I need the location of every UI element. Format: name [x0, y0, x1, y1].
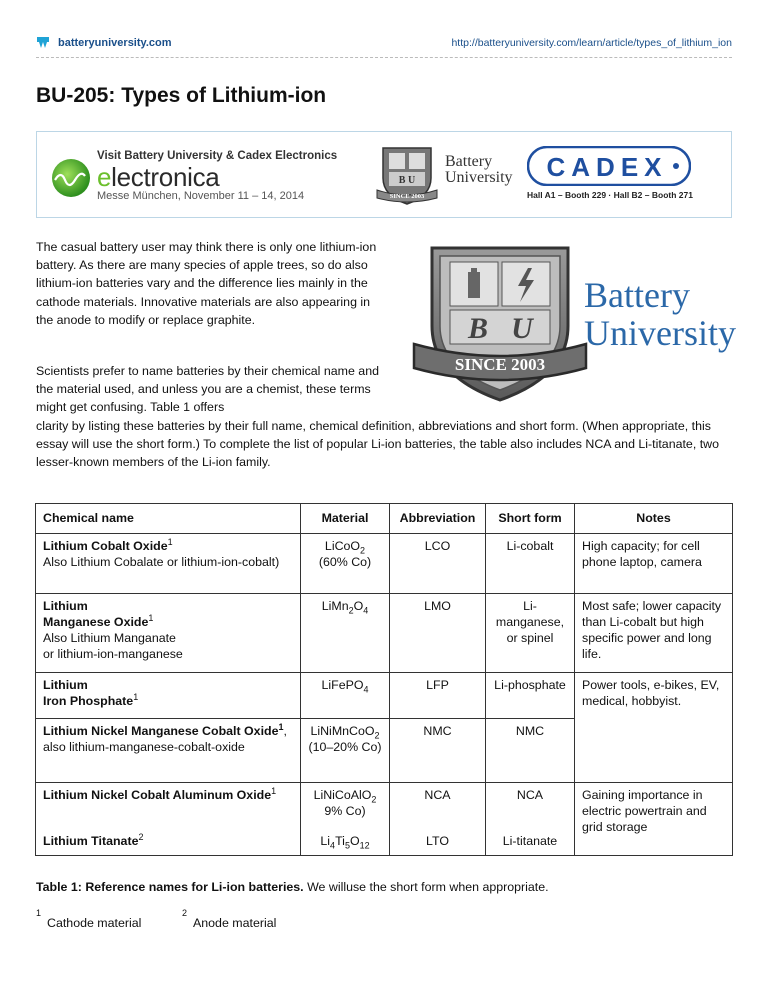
chemical-name-cell: Lithium Cobalt Oxide$^1$ Also Lithium Cobalate or lithium-ion-cobalt) — [36, 534, 301, 594]
electronica-globe-icon — [47, 154, 103, 210]
abbreviation-cell: LTO — [390, 829, 486, 856]
naming-paragraph-start: Scientists prefer to name batteries by their chemical name and the material used, and unless you are a chemist, these terms might get confusing. Table 1 offers — [36, 364, 379, 415]
table-row — [36, 594, 733, 673]
event-banner[interactable] — [36, 131, 732, 218]
slideshare-logo-icon — [36, 36, 50, 49]
chemical-name-cell: Lithium Manganese Oxide$^1$ Also Lithium Manganate or lithium-ion-manganese — [36, 594, 301, 673]
svg-text:CADEX: CADEX — [546, 152, 668, 182]
material-cell: LiCoO$_2$ (60% Co) — [301, 534, 390, 594]
abbreviation-cell: LFP — [390, 673, 486, 719]
battery-university-logo — [410, 240, 736, 408]
short-form-cell: NCA — [486, 783, 575, 829]
svg-text:B U: B U — [398, 175, 416, 186]
svg-text:SINCE 2003: SINCE 2003 — [389, 193, 425, 200]
article-url[interactable]: http://batteryuniversity.com/learn/article/types_of_lithium_ion — [451, 37, 732, 49]
svg-text:SINCE 2003: SINCE 2003 — [454, 355, 546, 374]
intro-paragraph: The casual battery user may think there is only one lithium-ion battery. As there are many species of apple trees, so do also lithium-ion batteries vary and the difference lies mainly in the cathode materials. Innovative materials are also appearing in the anode to modify or replace graphite. — [36, 240, 377, 327]
header-material: Material — [301, 504, 390, 534]
header-notes: Notes — [575, 504, 733, 534]
svg-text:B: B — [467, 312, 489, 345]
short-form-cell: Li-titanate — [486, 829, 575, 856]
notes-cell: High capacity; for cell phone laptop, camera — [575, 534, 733, 594]
banner-event-date: Messe München, November 11 – 14, 2014 — [97, 190, 305, 202]
chemical-name-cell: Lithium Nickel Manganese Cobalt Oxide$^1$, also lithium-manganese-cobalt-oxide — [36, 719, 301, 783]
material-cell: LiFePO$_4$ — [301, 673, 390, 719]
svg-text:U: U — [511, 312, 533, 345]
page-header — [36, 34, 732, 54]
site-link[interactable] — [36, 36, 172, 49]
header-divider — [36, 57, 732, 58]
li-ion-types-table — [35, 503, 733, 856]
short-form-cell: NMC — [486, 719, 575, 783]
notes-cell: Gaining importance in electric powertrain and grid storage — [575, 783, 733, 856]
footnote-2: $^2$Anode material — [182, 908, 277, 931]
banner-bu-wordmark: Battery University — [445, 153, 513, 186]
site-name[interactable]: batteryuniversity.com — [58, 36, 172, 49]
cadex-logo-icon — [527, 146, 691, 186]
header-abbreviation: Abbreviation — [390, 504, 486, 534]
chemical-name-cell: Lithium Titanate$^2$ — [36, 829, 301, 856]
header-chemical-name: Chemical name — [36, 504, 301, 534]
battery-university-crest-icon — [375, 144, 439, 208]
table-caption: Table 1: Reference names for Li-ion batteries. We willuse the short form when appropriate. — [36, 880, 549, 894]
table-row — [36, 673, 733, 719]
abbreviation-cell: LMO — [390, 594, 486, 673]
table-header-row — [36, 504, 733, 534]
naming-paragraph-continued: clarity by listing these batteries by their full name, chemical definition, abbreviations and short form. (When appropriate, this essay will use the short form.) To complete the list of popular Li-ion batteries, the table also includes NCA and Li-titanate, two lesser-known members of the Li-ion family. — [36, 419, 719, 470]
short-form-cell: Li-manganese, or spinel — [486, 594, 575, 673]
table-row — [36, 534, 733, 594]
electronica-wordmark: electronica — [97, 162, 220, 192]
banner-visit-text: Visit Battery University & Cadex Electronics — [97, 150, 338, 162]
chemical-name-cell: Lithium Iron Phosphate$^1$ — [36, 673, 301, 719]
page-title: BU-205: Types of Lithium-ion — [36, 84, 327, 107]
material-cell: $Li_4Ti_5O_{12}$ — [301, 829, 390, 856]
banner-booth-info: Hall A1 – Booth 229 · Hall B2 – Booth 271 — [527, 190, 693, 200]
short-form-cell: Li-cobalt — [486, 534, 575, 594]
shield-crest-icon — [410, 240, 590, 408]
header-short-form: Short form — [486, 504, 575, 534]
material-cell: LiNiCoAlO$_2$ 9% Co) — [301, 783, 390, 829]
notes-cell: Most safe; lower capacity than Li-cobalt but high specific power and long life. — [575, 594, 733, 673]
material-cell: $LiMn_2O_4$ — [301, 594, 390, 673]
notes-cell: Power tools, e-bikes, EV, medical, hobbyist. — [575, 673, 733, 783]
abbreviation-cell: LCO — [390, 534, 486, 594]
chemical-name-cell: Lithium Nickel Cobalt Aluminum Oxide$^1$ — [36, 783, 301, 829]
short-form-cell: Li-phosphate — [486, 673, 575, 719]
abbreviation-cell: NMC — [390, 719, 486, 783]
footnote-1: $^1$Cathode material — [36, 908, 142, 931]
abbreviation-cell: NCA — [390, 783, 486, 829]
table-row — [36, 783, 733, 829]
logo-wordmark: Battery University — [584, 275, 736, 353]
material-cell: LiNiMnCoO$_2$ (10–20% Co) — [301, 719, 390, 783]
